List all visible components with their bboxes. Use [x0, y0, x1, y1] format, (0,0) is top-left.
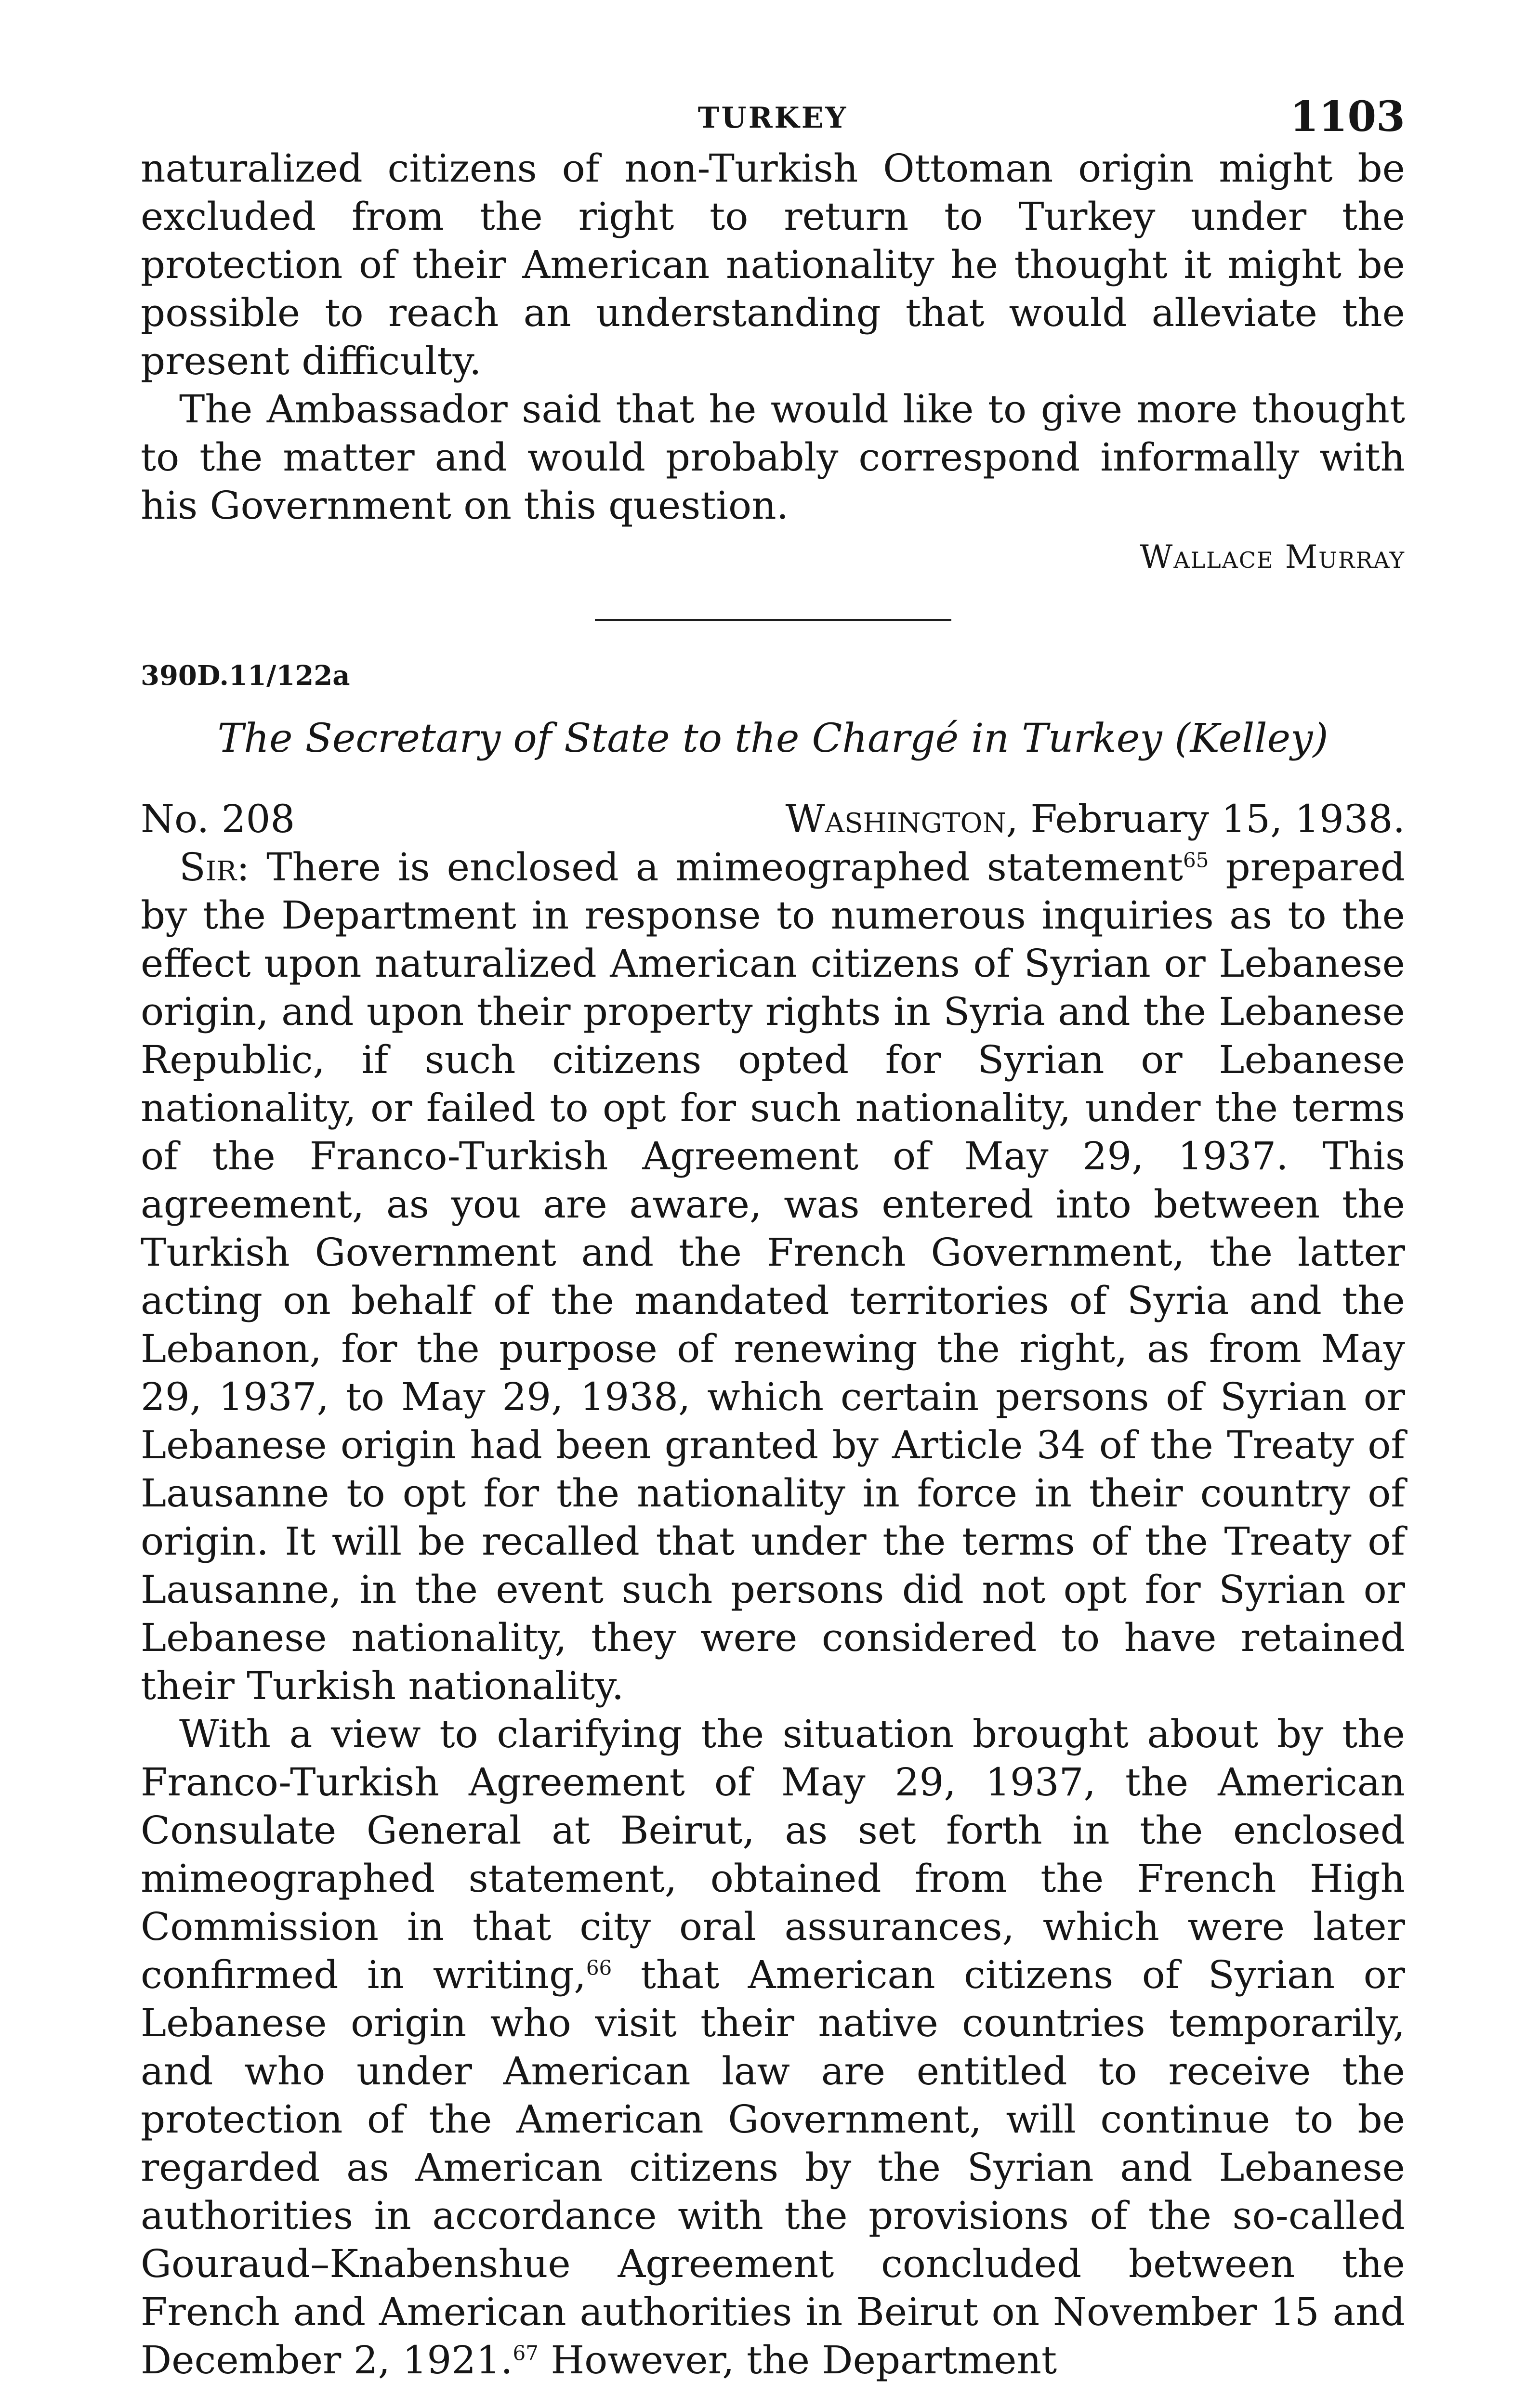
footnote-ref-67: 67: [513, 2341, 539, 2365]
salutation: Sir: [179, 845, 237, 890]
paragraph-1-text-b: prepared by the Department in response to numerous inquiries as to the effect upon naturalized American citizens of Syrian or Lebanese origin, and upon their property rights in Syria and the Lebanese Republic, if such citizens opted for Syrian or Lebanese nationality, or failed to opt for such nationality, under the terms of the Franco-Turkish Agreement of May 29, 1937. This agreement, as you are aware, was entered into between the Turkish Government and the French Government, the latter acting on behalf of the mandated territories of Syria and the Lebanon, for the purpose of renewing the right, as from May 29, 1937, to May 29, 1938, which certain persons of Syrian or Lebanese origin had been granted by Article 34 of the Treaty of Lausanne to opt for the nationality in force in their country of origin. It will be recalled that under the terms of the Treaty of Lausanne, in the event such persons did not opt for Syrian or Lebanese nationality, they were considered to have retained their Turkish nationality.: [141, 845, 1405, 1708]
paragraph-2-text-c: However, the Department: [538, 2338, 1057, 2382]
paragraph-2-text-b: that American citizens of Syrian or Lebanese origin who visit their native countries temporarily, and who under American law are entitled to receive the protection of the American Government, will continue to be regarded as American citizens by the Syrian and Lebanese authorities in accordance with the provisions of the so-called Gouraud–Knabenshue Agreement concluded between the French and American authorities in Beirut on November 15 and December 2, 1921.: [141, 1952, 1405, 2382]
footnote-ref-66: 66: [586, 1956, 612, 1980]
closing-paragraph: The Ambassador said that he would like to give more thought to the matter and would probably correspond informally with his Government on this question.: [141, 387, 1405, 528]
letter-body: [141, 843, 1405, 2384]
paragraph-1-text-a: : There is enclosed a mimeographed statement: [237, 845, 1183, 890]
previous-document-text: [141, 144, 1405, 530]
running-title: TURKEY: [697, 101, 848, 135]
signature: Wallace Murray: [1140, 538, 1405, 576]
body-paragraph-1: [141, 843, 1405, 1710]
date: , February 15, 1938.: [1006, 797, 1405, 841]
place: Washington: [785, 797, 1006, 841]
paragraph-2-text-a: With a view to clarifying the situation brought about by the Franco-Turkish Agreement of May 29, 1937, the American Consulate General at Beirut, as set forth in the enclosed mimeographed statement, obtained from the French High Commission in that city oral assurances, which were later confirmed in writing,: [141, 1712, 1405, 1997]
file-number: 390D.11/122a: [141, 660, 350, 692]
section-divider: [595, 619, 951, 621]
footnote-ref-65: 65: [1183, 848, 1209, 872]
page-number: 1103: [1289, 92, 1405, 141]
continued-paragraph: naturalized citizens of non-Turkish Ottoman origin might be excluded from the right to return to Turkey under the protection of their American nationality he thought it might be possible to reach an understanding that would alleviate the present difficulty.: [141, 146, 1405, 383]
instruction-number: No. 208: [141, 797, 295, 841]
dateline: [141, 795, 1405, 843]
body-paragraph-2: [141, 1710, 1405, 2384]
document-heading: The Secretary of State to the Chargé in Turkey (Kelley): [217, 716, 1329, 761]
place-date: [785, 795, 1405, 843]
running-header: [141, 87, 1405, 144]
document-page: [141, 87, 1405, 2408]
